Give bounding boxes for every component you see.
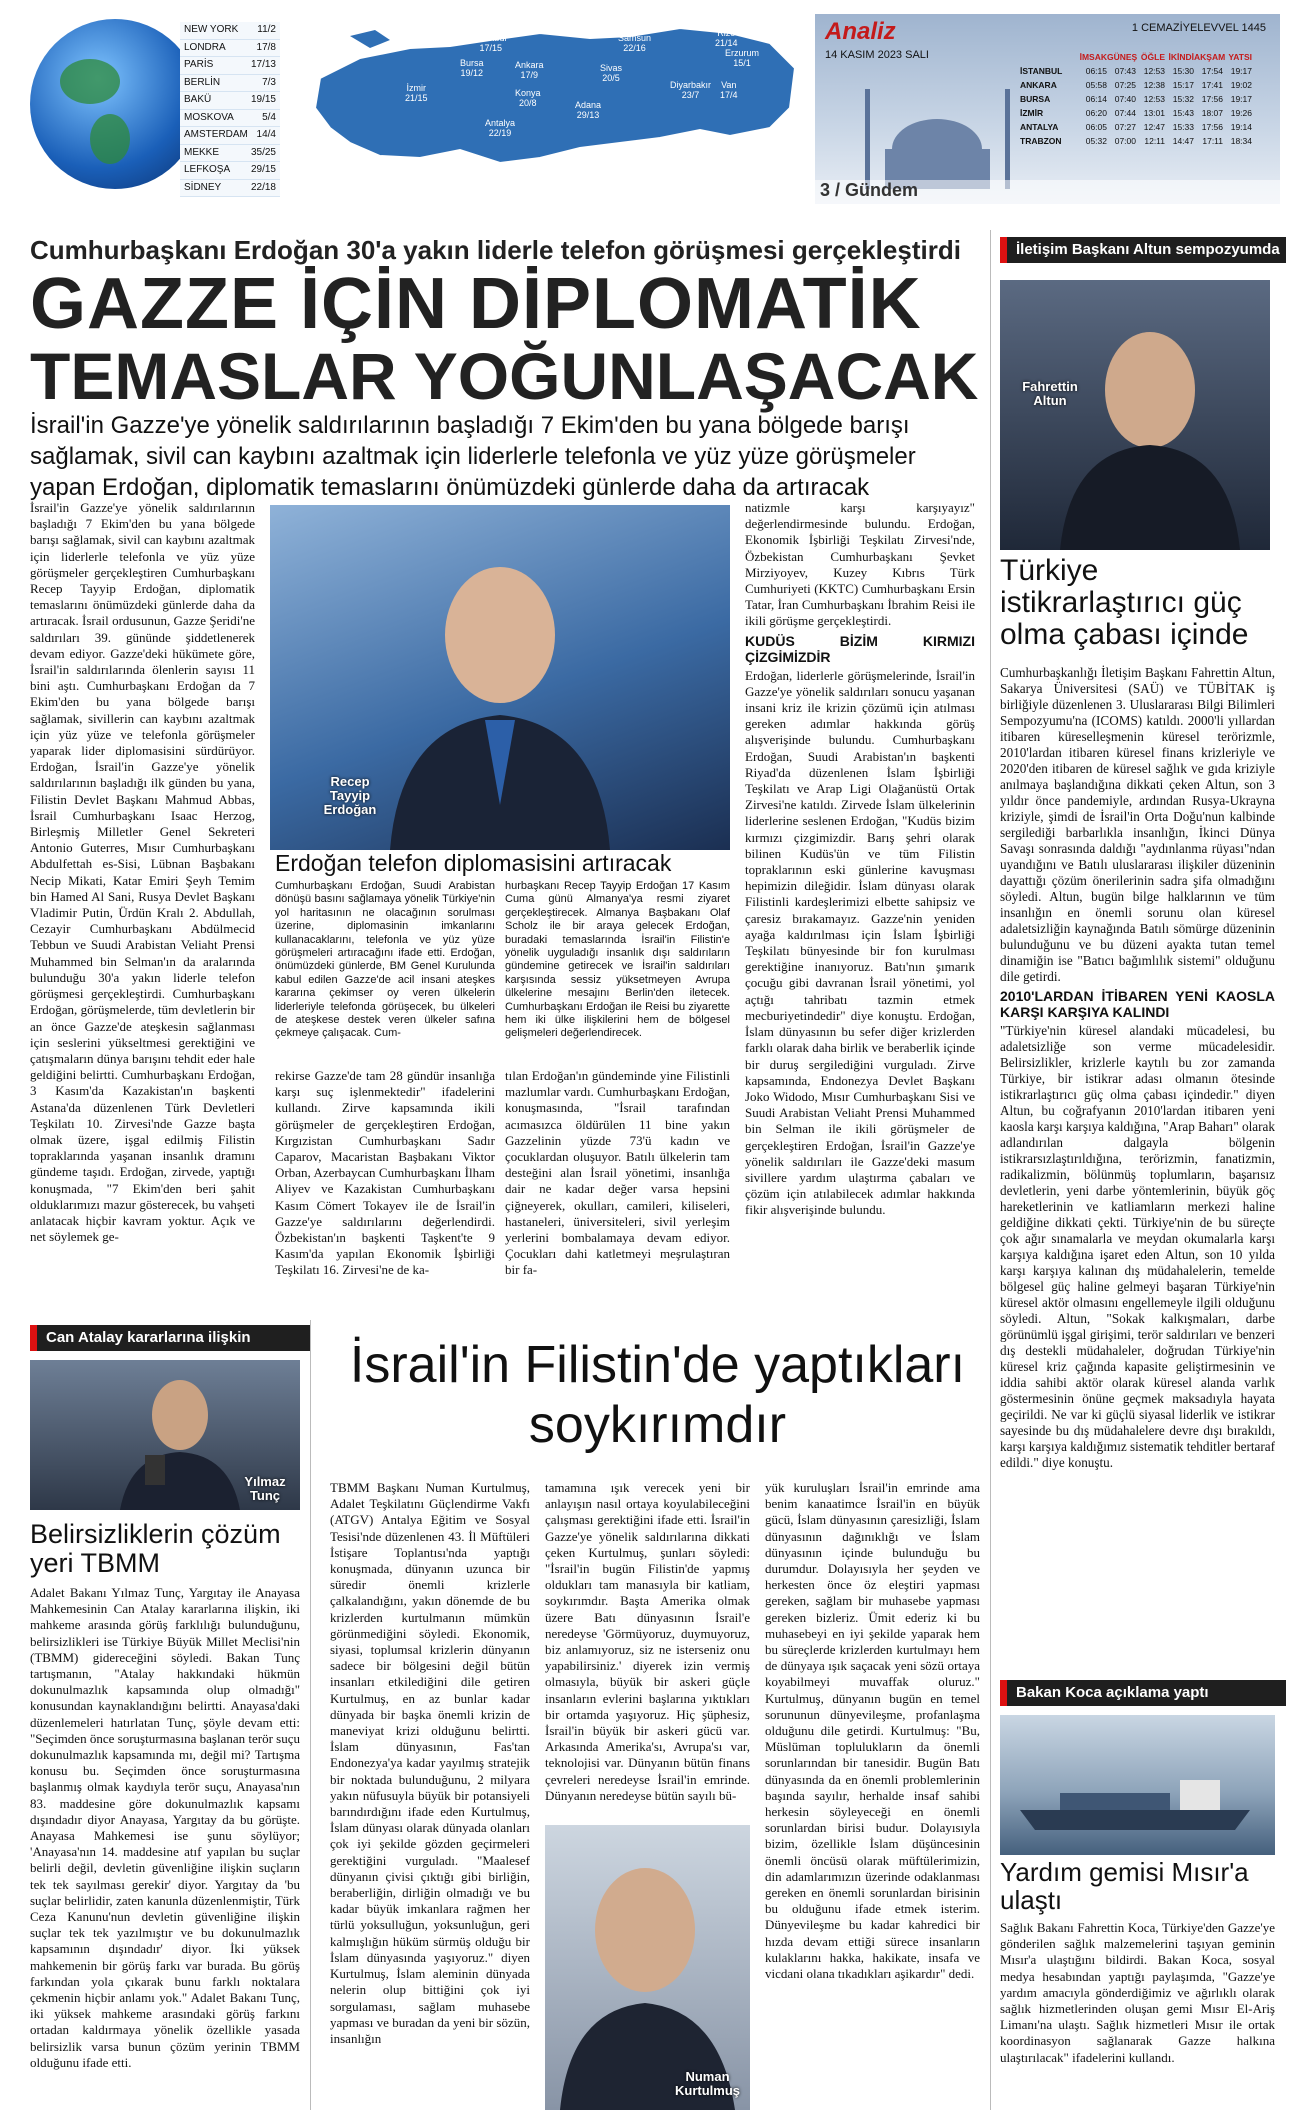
prayer-header xyxy=(1020,50,1078,64)
city-name: BAKÜ xyxy=(184,94,212,105)
section-label: 3 / Gündem xyxy=(820,180,919,200)
main-col3-text: tılan Erdoğan'ın gündeminde yine Filistinli mazlumlar vardı. Cumhurbaşkanı Erdoğan, konuşmasında, "İsrail tarafından acımasızca öldürülen 11 bine yakın Gazzelinin yüzde 73'ü kadın ve çocuklardan oluşuyor. Batılı ülkelerin tam desteğini alan İsrail yönetimi, insanlığa dair ne kadar değer varsa hepsini çiğneyerek, okulları, camileri, kiliseleri, hastaneleri, üniversiteleri, sivil yerleşim yerlerini bombalamaya devam ediyor. Çocukları dahi katletmeyi meşrulaştıran bir fa- xyxy=(505,1068,730,1278)
prayer-header: İKİNDİ xyxy=(1168,52,1194,62)
map-city xyxy=(575,100,601,120)
prayer-cell: 15:30 xyxy=(1172,66,1194,76)
city-temp: 7/3 xyxy=(262,76,276,88)
map-city-name: İzmir xyxy=(406,83,427,93)
prayer-cell: ANKARA xyxy=(1020,80,1057,90)
city-name: SİDNEY xyxy=(184,181,222,193)
prayer-row xyxy=(1020,134,1275,148)
city-row xyxy=(180,127,280,145)
turkey-weather-map xyxy=(300,18,805,183)
city-name: LONDRA xyxy=(184,41,226,53)
map-city xyxy=(618,33,651,53)
prayer-cell: 05:32 xyxy=(1085,136,1107,146)
prayer-cell: BURSA xyxy=(1020,94,1051,104)
main-col3 xyxy=(505,1068,730,1300)
prayer-row xyxy=(1020,78,1275,92)
main-col4 xyxy=(745,500,975,1300)
main-lead: İsrail'in Gazze'ye yönelik saldırılarının başladığı 7 Ekim'den bu yana bölgede barışı sağlamak, sivil can kaybını azaltmak için liderlerle telefonla ve yüz yüze görüşmeler yapan Erdoğan, diplomatik temaslarını önümüzdeki günlerde daha da artıracak xyxy=(30,412,916,501)
prayer-row xyxy=(1020,92,1275,106)
map-city-name: Sivas xyxy=(600,63,623,73)
altun-headline: Türkiye istikrarlaştırıcı güç olma çabası içinde xyxy=(1000,554,1249,651)
prayer-cell: 15:43 xyxy=(1172,108,1194,118)
prayer-cell: 07:43 xyxy=(1114,66,1136,76)
city-name: AMSTERDAM xyxy=(184,129,248,140)
main-kicker: Cumhurbaşkanı Erdoğan 30'a yakın liderle telefon görüşmesi gerçekleştirdi xyxy=(30,235,961,265)
main-col1 xyxy=(30,500,255,1300)
map-city-temp: 17/4 xyxy=(720,90,738,100)
erdogan-photo xyxy=(270,505,730,850)
ship-icon xyxy=(1000,1715,1275,1855)
map-city-name: Van xyxy=(721,80,737,90)
prayer-cell: 12:47 xyxy=(1143,122,1165,132)
map-city-temp: 21/14 xyxy=(715,38,738,48)
map-city-name: Rize xyxy=(717,28,736,38)
prayer-cell: 19:26 xyxy=(1230,108,1252,118)
kurtulmus-col1 xyxy=(330,1480,530,2110)
map-city-name: Samsun xyxy=(618,33,652,43)
map-city-temp: 20/8 xyxy=(519,98,537,108)
prayer-cell: 17:56 xyxy=(1201,94,1223,104)
prayer-row xyxy=(1020,64,1275,78)
kurtulmus-col3-text: yük kuruluşları İsrail'in emrinde ama benim kanaatimce İsrail'in en büyük gücü, İslam dünyasının çaresizliği, İslam dünyasının dağınıklığı ve İslam dünyasının içinde bulunduğu bu durumdur. Dolayısıyla her şeyden ve herkesten önce öz eleştiri yapması gereken, sağlam bir muhasebe yapması gereken bizleriz. Ümit ederiz ki bu muhasebeyi en iyi şekilde yaparak hem bu süreçlerde krizlerden kurtulmayı hem de dünyaya ışık saçacak yeni sözü ortaya koyabilmeyi muvaffak oluruz." Kurtulmuş, dünyanın bugün en temel sorununun dünyevileşme, profanlaşma olduğunu dile getirdi. Kurtulmuş: "Bu, Müslüman toplulukların da önemli sorunlarından bir tanesidir. Bugün Batı dünyasında da en önemli problemlerinin başında sayılır, herhalde insaf sahibi herkesin söyleyeceği en önemli sorunlardan birisi budur. Dolayısıyla bizim, özellikle İslam düşüncesinin önemli öncüsü olarak müftülerimizin, din adamlarımızın üzerinde odaklanması gereken en önemli sorunlardan birisinin bu olduğunu ifade etmek isterim. Dünyevileşme bu kadar kahredici bir hızda devam ettiği sürece insanların kulaklarını hakka, hakikate, insafa ve vicdani olana tıkadıkları aşikardır" dedi. xyxy=(765,1480,980,1982)
main-col2-text: rekirse Gazze'de tam 28 gündür insanlığa karşı suç işlenmektedir" ifadelerini kullandı. Zirve kapsamında ikili görüşmeler de gerçekleştiren Erdoğan, Kırgızistan Cumhurbaşkanı Sadır Caparov, Macaristan Başbakanı Viktor Orban, Azerbaycan Cumhurbaşkanı İlham Aliyev ve Kazakistan Cumhurbaşkanı Kasım Cömert Tokayev ile de İsrail'in Gazze'ye saldırılarını değerlendirdi. Özbekistan'ın başkenti Taşkent'te 9 Kasım'da yapılan Ekonomik İşbirliği Teşkilatı 16. Zirvesi'ne de ka- xyxy=(275,1068,495,1278)
main-col2 xyxy=(275,1068,495,1300)
prayer-header: GÜNEŞ xyxy=(1107,52,1138,62)
prayer-header: YATSI xyxy=(1228,52,1252,62)
city-temp: 5/4 xyxy=(262,111,276,123)
map-city-temp: 23/7 xyxy=(681,90,700,100)
prayer-header: ÖĞLE xyxy=(1140,52,1165,62)
city-name: MOSKOVA xyxy=(184,111,234,123)
prayer-cell: 06:14 xyxy=(1085,94,1107,104)
column-divider xyxy=(310,1320,311,2110)
erdogan-small-b: hurbaşkanı Recep Tayyip Erdoğan 17 Kasım Cuma günü Almanya'ya resmi ziyaret gerçekleştirecek. Almanya Başbakanı Olaf Scholz ile bir araya gelecek Erdoğan, buradaki temaslarında İsrail'in Filistin'e yönelik uyguladığı insanlık dışı saldırıların gündemine getirecek ve İsrail'in saldırıları karşısında sessiz yüksetmeyen Avrupa ülkelerine mesajını Berlin'den iletecek. Cumhurbaşkanı Erdoğan ile Reisi bu ziyarette hem iki ülke ilişkilerini hem de bölgesel gelişmeleri değerlendirecek. xyxy=(505,880,730,1040)
prayer-cell: 12:11 xyxy=(1144,136,1165,146)
map-city-temp: 15/1 xyxy=(733,58,751,68)
city-row xyxy=(180,40,280,58)
prayer-cell: 06:15 xyxy=(1085,66,1107,76)
main-headline-line2: TEMASLAR YOĞUNLAŞACAK xyxy=(30,339,979,413)
erdogan-small-a: Cumhurbaşkanı Erdoğan, Suudi Arabistan dönüşü basını sağlamaya yönelik Türkiye'nin yol haritasının ne olacağının sorulması üzerine, diplomasinin imkanlarını kullanacaklarını, telefonla ve yüz yüze görüşmeleri artıracağını ifade etti. Erdoğan, önümüzdeki günlerde, BM Genel Kurulunda kabul edilen Gazze'de acil insani ateşkes kararına çekimser oy veren ülkelerin liderleriyle telefonda görüşecek, bu ülkeleri de ateşkese destek veren ülkeler safına çekmeye çalışacak. Cum- xyxy=(275,880,495,1040)
globe-icon xyxy=(30,19,200,189)
map-city xyxy=(515,60,544,80)
city-temp: 19/15 xyxy=(250,94,276,105)
koca-headline: Yardım gemisi Mısır'a ulaştı xyxy=(1000,1857,1249,1915)
map-city-name: İstanbul xyxy=(475,33,507,43)
prayer-cell: 12:53 xyxy=(1143,94,1165,104)
kudus-subhead: KUDÜS BİZİM KIRMIZI ÇİZGİMİZDİR xyxy=(745,632,975,665)
mosque-silhouette-icon xyxy=(855,69,1025,189)
main-col4a-text: natizmle karşı karşıyayız" değerlendirmesinde bulundu. Erdoğan, Ekonomik İşbirliği Teşkilatı Zirvesi'nde, Özbekistan Cumhurbaşkanı Şevket Mirziyoyev, Kuzey Kıbrıs Türk Cumhuriyeti (KKTC) Cumhurbaşkanı Ersin Tatar, İran Cumhurbaşkanı İbrahim Reisi ile ikili görüşme gerçekleştirdi. xyxy=(745,500,975,629)
prayer-header: İMSAK xyxy=(1079,52,1107,62)
prayer-cell: TRABZON xyxy=(1020,136,1062,146)
altun-body xyxy=(1000,665,1275,1670)
prayer-cell: ANTALYA xyxy=(1020,122,1059,132)
kurtulmus-col3 xyxy=(765,1480,980,2110)
city-temp: 29/15 xyxy=(250,164,276,175)
prayer-cell: 06:20 xyxy=(1085,108,1107,118)
city-row xyxy=(180,22,280,40)
prayer-cell: 17:11 xyxy=(1202,136,1223,146)
map-city xyxy=(600,63,622,83)
map-city-temp: 21/15 xyxy=(405,93,428,103)
erdogan-photo-caption: Recep Tayyip Erdoğan xyxy=(323,774,377,817)
masthead-logo: Analiz xyxy=(825,18,896,45)
world-cities-table xyxy=(180,22,280,197)
kurtulmus-col2-text: tamamına ışık verecek yeni bir anlayışın nasıl ortaya koyulabileceğini çalışması gerektiğini ifade etti. İsrail'in Gazze'ye yönelik saldırılarına dikkati çeken Kurtulmuş, şunları söyledi: "İsrail'in bugün Filistin'de yapmış oldukları tam manasıyla bir katliam, soykırımdır. Başta Amerika olmak üzere Batı dünyasının İsrail'e neredeyse 'Görmüyoruz, duymuyoruz, biz anlamıyoruz, siz ne isterseniz onu yapabilirsiniz.' diyerek izin vermiş olmasıyla, büyük bir askeri güçle insanların evlerini başlarına yıktıkları bir ortamda yaşıyoruz. Hiç şüphesiz, İsrail'in büyük bir askeri gücü var. Arkasında Amerika'sı, Avrupa'sı var, teknolojisi var. Dünyanın bütün finans çevreleri neredeyse İsrail'in emrinde. Dünyanın neredeyse bütün sayılı bü- xyxy=(545,1480,750,1803)
map-city xyxy=(720,80,738,100)
map-city-temp: 17/15 xyxy=(479,43,503,53)
map-city-temp: 17/9 xyxy=(520,70,539,80)
kurtulmus-photo xyxy=(545,1825,750,2110)
map-city xyxy=(405,83,428,103)
altun-body1-text: Cumhurbaşkanlığı İletişim Başkanı Fahrettin Altun, Sakarya Üniversitesi (SAÜ) ve TÜBİTAK iş birliğiyle düzenlenen 3. Uluslararası Bilgi Bilimleri Sempozyumu'na (ICOMS) katıldı. 2000'li yıllardan itibaren küreselleşmenin küresel terörizmle, 2010'lardan itibaren küresel finans krizleriyle ve 2020'den itibaren de küresel sağlık ve gıda kriziyle anılmaya başlandığına dikkati çeken Altun, son 3 yıldır önce pandemiyle, ardından Rusya-Ukrayna kriziyle, şimdi de İsrail'in Orta Doğu'nun kalbinde sergilediği barbarlıkla insanlığın, İkinci Dünya Savaşı sonrasında daldığı "aydınlanma rüyası"ndan uyandığını ve Batılı uluslararası ilişkiler düzeninin dayattığı çözüm önerilerinin sadra şifa olmadığını söyledi. Altun, bugün bilge halklarının ve tüm insanlığın en önemli sorunu olan küresel adaletsizliğin kaynağında Batılı sömürge düzeninin bulunduğunu ve bu düzeni ayakta tutan temel dinamiğin ise "Batıcı bağımlılık sistemi" olduğunu dile getirdi. xyxy=(1000,665,1275,984)
altun-tag: İletişim Başkanı Altun sempozyumda xyxy=(1000,237,1286,263)
prayer-row xyxy=(1020,106,1275,120)
kurtulmus-col2 xyxy=(545,1480,750,1820)
map-city xyxy=(725,48,759,68)
map-city-name: Adana xyxy=(575,100,602,110)
city-name: MEKKE xyxy=(184,146,220,158)
prayer-cell: İZMİR xyxy=(1020,108,1044,118)
tunc-photo xyxy=(30,1360,300,1510)
altun-subhead: 2010'LARDAN İTİBAREN YENİ KAOSLA KARŞI KARŞIYA KALINDI xyxy=(1000,988,1275,1020)
city-temp: 17/13 xyxy=(250,59,276,70)
prayer-times-table xyxy=(1020,50,1275,148)
koca-tag: Bakan Koca açıklama yaptı xyxy=(1000,1680,1286,1706)
prayer-cell: 12:38 xyxy=(1143,80,1165,90)
map-city-name: Erzurum xyxy=(725,48,760,58)
prayer-cell: 19:14 xyxy=(1230,122,1252,132)
map-city-temp: 19/12 xyxy=(460,68,484,78)
person-photo-icon xyxy=(545,1825,750,2110)
prayer-cell: 07:44 xyxy=(1114,108,1136,118)
map-city-name: Diyarbakır xyxy=(670,80,712,90)
prayer-cell: 17:41 xyxy=(1201,80,1223,90)
city-temp: 22/18 xyxy=(250,181,276,193)
prayer-cell: 06:05 xyxy=(1085,122,1107,132)
prayer-cell: 14:47 xyxy=(1172,136,1194,146)
prayer-cell: 19:02 xyxy=(1230,80,1252,90)
prayer-cell: 07:27 xyxy=(1114,122,1136,132)
altun-photo xyxy=(1000,280,1270,550)
prayer-cell: 07:40 xyxy=(1114,94,1136,104)
map-city xyxy=(460,58,484,78)
city-name: PARİS xyxy=(184,59,214,70)
map-city xyxy=(485,118,515,138)
city-row xyxy=(180,92,280,110)
map-city-name: Konya xyxy=(515,88,541,98)
prayer-row xyxy=(1020,120,1275,134)
prayer-cell: 18:07 xyxy=(1201,108,1223,118)
city-name: LEFKOŞA xyxy=(184,164,231,175)
tunc-body xyxy=(30,1585,300,2110)
city-row xyxy=(180,57,280,75)
main-col1-text: İsrail'in Gazze'ye yönelik saldırılarının başladığı 7 Ekim'den bu yana bölgede barışı sağlamak, sivil can kaybını azaltmak için liderlerle telefonla ve yüz yüze görüşmeler gerçekleştiren Cumhurbaşkanı Recep Tayyip Erdoğan, diplomatik temaslarını önümüzdeki günlerde daha da artıracak. İsrail ordusunun, Gazze Şeridi'ne saldırıları 39. gününde şiddetlenerek devam ediyor. Gazze'deki hükümete göre, İsrail'in saldırılarında ölenlerin sayısı 11 bini aştı. Cumhurbaşkanı Erdoğan da 7 Ekim'den bu yana bölgede barışı sağlamak, sivillerin can kaybını azaltmak için yüz yüze ve telefonla görüşmeler yaparak lider diplomasisini sürdürüyor. Erdoğan, İsrail'in Gazze'ye yönelik saldırılarının başladığı ilk günden bu yana, Filistin Devlet Başkanı Mahmud Abbas, İsrail Cumhurbaşkanı Isaac Herzog, Birleşmiş Milletler Genel Sekreteri Antonio Guterres, Mısır Cumhurbaşkanı Abdulfettah es-Sisi, Lübnan Başbakanı Necip Mikati, Katar Emiri Şeyh Temim bin Hamed Al Sani, Rusya Devlet Başkanı Vladimir Putin, Ürdün Kralı 2. Abdullah, Cezayir Cumhurbaşkanı Abdülmecid Tebbun ve Suudi Arabistan Veliaht Prensi Muhammed bin Selman'ın da aralarında bulunduğu 30'a yakın liderle telefon görüşmesi gerçekleştirdi. Cumhurbaşkanı Erdoğan, görüşmelerde, tüm devletlerin bir an önce Gazze'de ateşkesin sağlanması için seslerini yükseltmesi gerektiğini ve çatışmaların dünya barışını tehdit eder hale geldiğini belirtti. Cumhurbaşkanı Erdoğan, 3 Kasım'da Kazakistan'ın başkenti Astana'da düzenlenen Türk Devletleri Teşkilatı 10. Zirvesi'nde Gazze başta olmak üzere, işgal edilmiş Filistin topraklarında yaşanan insanlık dramını gündeme taşıdı. Erdoğan, zirvede, yaptığı konuşmada, "7 Ekim'den beri şahit olduklarımızı mazur gösterecek, bu vahşeti anlatacak hiçbir kavram yoktur. Açık ve net söylemek ge- xyxy=(30,500,255,1245)
prayer-cell: 05:58 xyxy=(1085,80,1107,90)
hijri-date: 1 CEMAZİYELEVVEL 1445 xyxy=(1131,22,1266,34)
altun-photo-caption: Fahrettin Altun xyxy=(1022,379,1078,408)
city-name: NEW YORK xyxy=(184,24,239,35)
prayer-cell: 19:17 xyxy=(1230,94,1252,104)
city-row xyxy=(180,110,280,128)
city-row xyxy=(180,145,280,163)
map-city-name: Antalya xyxy=(485,118,516,128)
map-city xyxy=(475,33,507,53)
prayer-cell: 15:32 xyxy=(1172,94,1194,104)
map-city-temp: 20/5 xyxy=(602,73,620,83)
prayer-header: AKŞAM xyxy=(1194,52,1226,62)
tunc-photo-caption: Yılmaz Tunç xyxy=(244,1474,286,1503)
prayer-cell: 12:53 xyxy=(1143,66,1165,76)
prayer-cell: 13:01 xyxy=(1143,108,1165,118)
kurtulmus-headline: İsrail'in Filistin'de yaptıkları soykırımdır xyxy=(349,1336,966,1454)
map-city-name: Ankara xyxy=(515,60,544,70)
prayer-header-row xyxy=(1020,50,1275,64)
tunc-tag: Can Atalay kararlarına ilişkin xyxy=(30,1325,311,1351)
prayer-cell: 19:17 xyxy=(1230,66,1252,76)
map-city-temp: 29/13 xyxy=(576,110,600,120)
map-city-temp: 22/16 xyxy=(623,43,646,53)
map-city xyxy=(670,80,711,100)
altun-body2-text: "Türkiye'nin küresel alandaki mücadelesi, bu adaletsizliğe son verme mücadelesidir. Belirsizlikler, krizlerle kaytılı bu zor zamanda Türkiye, bir istikrar adası olmanın ötesinde istikrarlaştırıcı güç olma çabası içindedir." diyen Altun, bu coğrafyanın 2010'lardan itibaren yeni kaosla karşı karşıya kaldığına, "Arap Baharı" olarak adlandırılan dalgayla bölgenin istikrarsızlaştırıldığına, terörizmin, fanatizmin, radikalizmin, bölünmüş toplumların, başarısız devletlerin, yeni darbe yöntemlerinin, büyük göç hareketlerinin ve katliamların merkezi haline geldiğine dikkati çekti. Türkiye'nin de bu süreçte çok ağır sınamalarla ve meydan okumalarla karşı karşıya kaldığına işaret eden Altun, son 10 yılda karşı karşıya kalınan dış müdahalelerin, temelde bölgesel güç haline gelmeyi başaran Türkiye'nin küresel aktör olmasını engellemeyle ilgili olduğunu söyledi. Altun, "Sokak kalkışmaları, darbe görünümlü işgal girişimi, terör saldırıları ve benzeri dış destekli müdahaleler, doğrudan Türkiye'nin küresel kriz çağında kapasite geliştirmesinin ve iddia sahibi aktör olarak küresel alanda varlık göstermesinin önüne geçmek maksadıyla hayata geçirildi. Ne var ki güçlü siyasal liderlik ve istikrar sayesinde bu dış müdahalelere devre dışı bırakıldı, karşı karşıya kaldığımız sistematik tehditler bertaraf edildi." diye konuştu. xyxy=(1000,1023,1275,1470)
koca-body xyxy=(1000,1920,1275,2110)
main-headline-line1: GAZZE İÇİN DİPLOMATİK xyxy=(30,264,922,344)
city-temp: 11/2 xyxy=(257,24,276,35)
prayer-cell: 15:17 xyxy=(1172,80,1194,90)
koca-body-text: Sağlık Bakanı Fahrettin Koca, Türkiye'den Gazze'ye gönderilen sağlık malzemelerini taşıyan geminin Mısır'a ulaştığını bildirdi. Bakan Koca, sosyal medya hesabından yaptığı paylaşımda, "Gazze'ye yardım amacıyla gönderdiğimiz ve ağırlıklı olarak sağlık hizmetlerinden oluşan gemi Mısır El-Ariş Limanı'na ulaştı. Sağlık hizmetleri Mısır ile ortak koordinasyon sağlanarak Gazze halkına ulaştırılacak" ifadelerini kullandı. xyxy=(1000,1920,1275,2065)
kurtulmus-col1-text: TBMM Başkanı Numan Kurtulmuş, Adalet Teşkilatını Güçlendirme Vakfı (ATGV) Antalya Eğitim ve Sosyal Tesisi'nde düzenlenen 43. İl Müftüleri İstişare Toplantısı'nda yaptığı konuşmada, dünyanın uzunca bir süredir önemli krizlerle çalkalandığını, yakın dönemde de bu krizlerden kurtulmanın mümkün görünmediğini söyledi. Ekonomik, siyasi, toplumsal krizlerin dünyanın sadece bir bölgesini değil bütün insanları etkilediğini dile getiren Kurtulmuş, en az bunlar kadar dünyada bir başka önemli krizin de maneviyat krizi olduğunu belirtti. İslam dünyasının, Fas'tan Endonezya'ya kadar yayılmış stratejik bir noktada bulunduğunu, 2 milyara yakın nüfusuyla büyük bir potansiyeli barındırdığını ifade eden Kurtulmuş, İslam dünyası olarak dünyada olanları çok iyi şekilde gözden geçirmeleri gerektiğini vurguladı. "Maalesef dünyanın çivisi çıktığı gibi birliğin, beraberliğin, dirliğin olmadığı ve bu kadar büyük imkanlara rağmen her türlü yoksulluğun, yoksunluğun, geri kalmışlığın hüküm sürmüş olduğu bir İslam dünyasında yaşıyoruz." diyen Kurtulmuş, İslam aleminin dünyada nelerin olup bittiğini çok iyi sorgulaması, sağlam muhasebe yapması ve buradan da yeni bir sözün, insanlığın xyxy=(330,1480,530,2046)
prayer-cell: 07:00 xyxy=(1114,136,1136,146)
map-city-name: Bursa xyxy=(460,58,484,68)
city-name: BERLİN xyxy=(184,76,221,88)
city-temp: 17/8 xyxy=(256,41,276,53)
tunc-headline: Belirsizliklerin çözüm yeri TBMM xyxy=(30,1519,281,1578)
kurtulmus-photo-caption: Numan Kurtulmuş xyxy=(675,2069,740,2098)
prayer-cell: 17:56 xyxy=(1201,122,1223,132)
prayer-cell: 18:34 xyxy=(1230,136,1252,146)
city-temp: 35/25 xyxy=(250,146,276,158)
person-photo-icon xyxy=(1000,280,1270,550)
masthead-date: 14 KASIM 2023 SALI xyxy=(825,49,929,61)
city-row xyxy=(180,75,280,93)
column-divider xyxy=(990,230,991,2110)
prayer-cell: 07:25 xyxy=(1114,80,1136,90)
erdogan-subhead: Erdoğan telefon diplomasisini artıracak xyxy=(275,850,672,876)
map-city-temp: 22/19 xyxy=(488,128,512,138)
main-col4b-text: Erdoğan, liderlerle görüşmelerinde, İsrail'in Gazze'ye yönelik saldırıları sonucu yaşanan insani kriz ile krizin çözümü için atılması gereken adımlar hakkında görüş alışverişinde bulundu. Cumhurbaşkanı Erdoğan, Suudi Arabistan'ın başkenti Riyad'da düzenlenen İslam İşbirliği Teşkilatı ve Arap Ligi Olağanüstü Ortak Zirvesi'ne katıldı. Zirvede İslam ülkelerinin liderlerine seslenen Erdoğan, "Kudüs bizim kırmızı çizgimizdir. Barış şehri olarak bilinen Kudüs'ün ve tüm Filistin topraklarının eski günlerine kavuşması hepimizin dileğidir. İslam dünyası olarak Filistinli kardeşlerimizi elbette sahipsiz ve çaresiz bırakamayız. Gazze'nin yeniden ayağa kaldırılması için İslam İşbirliği Teşkilatı bünyesinde bir fon kurulması gerektiğine inanıyoruz. Batı'nın şımarık çocuğu gibi davranan İsrail yönetimi, yol açtığı tahribatı tazmin etmek mecburiyetindedir" diye konuştu. Erdoğan, İslam dünyasının bu sefer diğer krizlerden farklı olarak daha birlik ve beraberlik içinde bir duruş sergilediğini vurguladı. Zirve kapsamında, Endonezya Devlet Başkanı Joko Widodo, Mısır Cumhurbaşkanı Sisi ve Suudi Arabistan Veliaht Prensi Muhammed bin Selman ile ikili görüşmeler de gerçekleştiren Erdoğan, İsrail'in Gazze'ye yönelik saldırıları ile Gazze'deki masum sivillere yardım ulaştırma çabaları ve çözüm için atılabilecek adımlar hakkında fikir alışverişinde bulundu. xyxy=(745,667,975,1218)
prayer-cell: 17:54 xyxy=(1201,66,1223,76)
map-city xyxy=(715,28,738,48)
prayer-cell: İSTANBUL xyxy=(1020,66,1063,76)
city-temp: 14/4 xyxy=(256,129,276,140)
map-city xyxy=(515,88,541,108)
city-row xyxy=(180,180,280,198)
tunc-body-text: Adalet Bakanı Yılmaz Tunç, Yargıtay ile Anayasa Mahkemesinin Can Atalay kararlarına ilişkin, iki mahkeme arasında görüş farklılığı bulunduğunu, belirsizlikleri ise Türkiye Büyük Millet Meclisi'nin (TBMM) gidereceğini söyledi. Bakan Tunç tartışmanın, "Atalay hakkındaki hükmün dokunulmazlık kapsamında olup olmadığı" konusundan kaynaklandığını belirtti. Anayasa'daki düzenlemeleri hatırlatan Tunç, şöyle devam etti: "Seçimden önce soruşturmasına başlanan terör suçu dokunulmazlık kapsamında mı, değil mi? Tartışma konusu bu. Seçimden önce soruşturmasına başlanmış olmak kaydıyla terör suçu, Anayasa'nın 83. maddesine göre dokunulmazlık kapsamı dışındadır diyor Anayasa, Yargıtay da bu görüşte. Anayasa Mahkemesi ise şunu söylüyor; 'Anayasa'nın 14. maddesine atıf yapılan bu suçlar belirli değil, devletin güvenliğine ilişkin suçların tek tek sayılması gerekir' diyor. Yargıtay da 'bu suçlar belirlidir, zaten kanunla düzenlenmiştir, Türk Ceza Kanunu'nun devletin güvenliğine ilişkin suçlar tek tek yazılmıştır ve bu dokunulmazlık kapsamının dışındadır' diyor. İki yüksek mahkemenin bir görüş farkı var burada. Bu görüş farkından yola çıkarak bunu farklı noktalara çekmenin hiçbir anlamı yok." Adalet Bakanı Tunç, iki yüksek mahkeme arasındaki görüş farkını ortadan kaldırmaya yönelik özellikle yasada belirsizlik varsa bunun çözüm yerinin TBMM olduğunu ifade etti. xyxy=(30,1585,300,2070)
city-row xyxy=(180,162,280,180)
prayer-cell: 15:33 xyxy=(1172,122,1194,132)
ship-photo xyxy=(1000,1715,1275,1855)
